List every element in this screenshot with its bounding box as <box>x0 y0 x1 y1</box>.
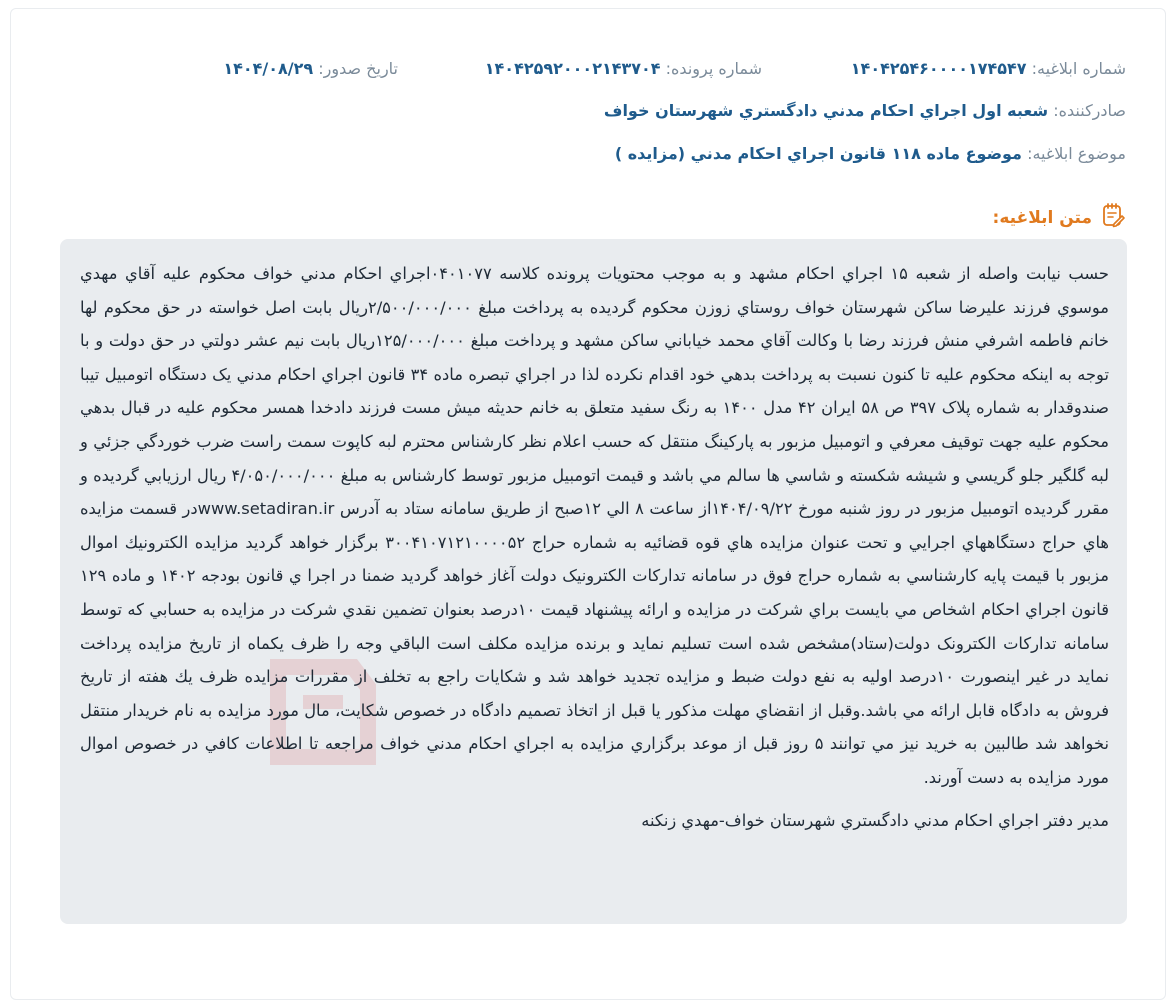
subject-row <box>615 142 1126 166</box>
notice-number-value: ۱۴۰۴۲۵۴۶۰۰۰۰۱۷۴۵۴۷ <box>850 59 1027 78</box>
issue-date-value: ۱۴۰۴/۰۸/۲۹ <box>223 59 314 78</box>
document-edit-icon <box>1100 202 1126 233</box>
notice-number <box>851 57 1126 81</box>
signature-line: مدير دفتر اجراي احكام مدني دادگستري شهرستان خواف-مهدي زنكنه <box>641 811 1109 830</box>
case-number-value: ۱۴۰۴۲۵۹۲۰۰۰۲۱۴۳۷۰۴ <box>484 59 661 78</box>
notice-body-text: حسب نيابت واصله از شعبه ۱۵ اجراي احكام مشهد و به موجب محتويات پرونده كلاسه ۰۴۰۱۰۷۷اجراي احكام مدني خواف محكوم عليه آقاي مهدي موسوي فرزند عليرضا ساكن شهرستان خواف روستاي زوزن محكوم گرديده به پرداخت مبلغ ۲/۵۰۰/۰۰۰/۰۰۰ريال بابت اصل خواسته در حق محكوم لها خانم فاطمه اشرفي منش فرزند رضا با وكالت آقاي محمد خياباني ساكن مشهد و پرداخت مبلغ ۱۲۵/۰۰۰/۰۰۰ريال بابت نيم عشر دولتي در حق دولت و با توجه به اينكه محكوم عليه تا كنون نسبت به پرداخت بدهي خود اقدام نكرده لذا در اجراي تبصره ماده ۳۴ قانون اجراي احكام مدني يک دستگاه اتومبيل تيبا صندوقدار به شماره پلاک ۳۹۷ ص ۵۸ ايران ۴۲ مدل ۱۴۰۰ به رنگ سفيد متعلق به خانم حديثه ميش مست فرزند دادخدا همسر محكوم عليه در قبال بدهي محكوم عليه جهت توقيف معرفي و اتومبيل مزبور به پاركينگ منتقل كه حسب اعلام نظر كارشناس محترم لبه كاپوت سمت راست ضرب خوردگي جزئي و لبه گلگير جلو گريسي و شيشه شكسته و شاسي ها سالم مي باشد و قيمت اتومبيل مزبور توسط كارشناس به مبلغ ۴/۰۵۰/۰۰۰/۰۰۰ ريال ارزيابي گرديده و مقرر گرديده اتومبيل مزبور در روز شنبه مورخ ۱۴۰۴/۰۹/۲۲از ساعت ۸ الي ۱۲صبح از طريق سامانه ستاد به آدرس www.setadiran.irدر قسمت مزايده هاي حراج دستگاههاي اجرايي و تحت عنوان مزايده هاي قوه قضائيه به شماره حراج ۳۰۰۴۱۰۷۱۲۱۰۰۰۰۵۲ برگزار خواهد گرديد مزايده الكترونيك اموال مزبور با قيمت پايه كارشناسي به شماره حراج فوق در سامانه تداركات الكترونيک دولت آغاز خواهد گرديد ضمنا در اجرا ي قانون بودجه ۱۴۰۲ و ماده ۱۲۹ قانون اجراي احكام اشخاص مي بايست براي شركت در مزايده و ارائه پيشنهاد قيمت ۱۰درصد بعنوان تضمين نقدي شركت در مزايده به حسابي كه توسط سامانه تداركات الكترونک دولت(ستاد)مشخص شده است تسليم نمايد و برنده مزايده مكلف است الباقي وجه را ظرف يكماه از تاريخ مزايده پرداخت نمايد در غير اينصورت ۱۰درصد اوليه به نفع دولت ضبط و مزايده تجديد خواهد شد و شكايات راجع به تخلف از مقررات مزايده ظرف يك هفته از تاريخ فروش به دادگاه قابل ارائه مي باشد.وقبل از انقضاي مهلت مذكور يا قبل از اتخاذ تصميم دادگاه در خصوص شكايت، مال مورد مزايده به نام خريدار منتقل نخواهد شد طالبين به خريد نيز مي توانند ۵ روز قبل از موعد برگزاري مزايده به اجراي احكام مدني خواف مراجعه تا اطلاعات كافي در خصوص اموال مورد مزايده به دست آورند. <box>80 264 1110 787</box>
issuer-label: صادرکننده: <box>1053 101 1126 120</box>
section-heading <box>993 202 1126 233</box>
issuer-value: شعبه اول اجراي احكام مدني دادگستري شهرستان خواف <box>603 101 1049 120</box>
notice-meta-row <box>0 57 1174 81</box>
notice-body-box <box>60 239 1127 924</box>
issue-date-label: تاريخ صدور: <box>318 59 398 78</box>
subject-value: موضوع ماده ۱۱۸ قانون اجراي احكام مدني (مزايده ) <box>614 144 1022 163</box>
case-number <box>485 57 762 81</box>
issue-date <box>223 57 398 81</box>
subject-label: موضوع ابلاغيه: <box>1027 144 1126 163</box>
case-number-label: شماره پرونده: <box>665 59 762 78</box>
notice-number-label: شماره ابلاغيه: <box>1031 59 1126 78</box>
issuer-row <box>604 99 1126 123</box>
section-title: متن ابلاغيه: <box>992 207 1092 228</box>
